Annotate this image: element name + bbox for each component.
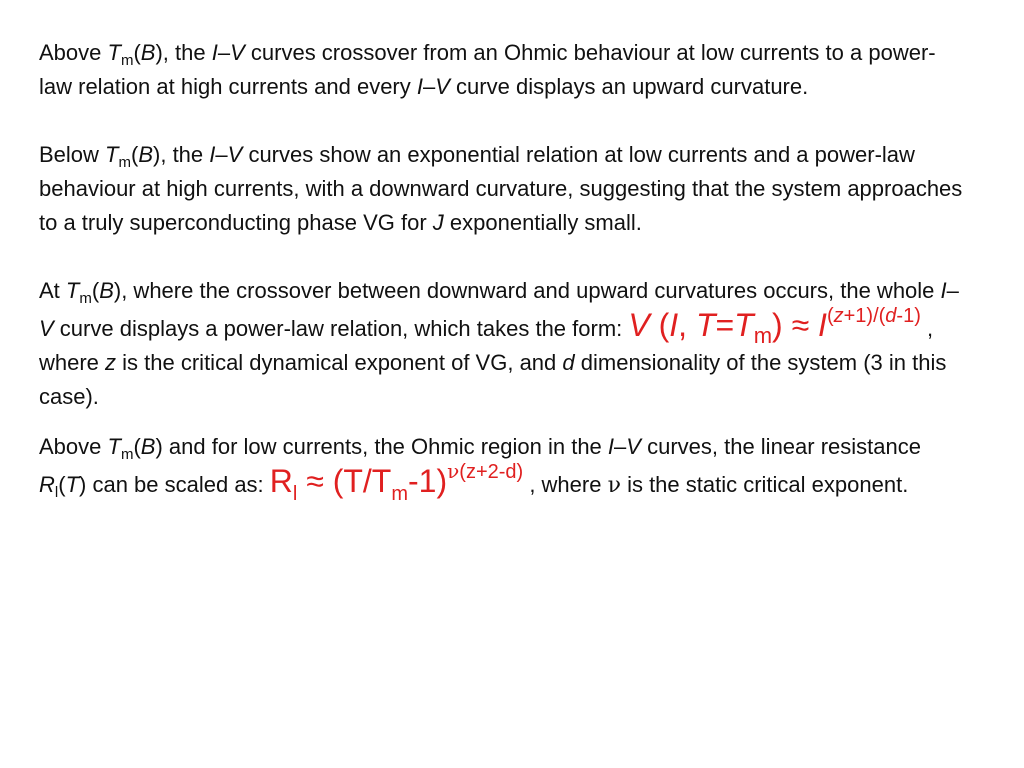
text: ( — [58, 472, 66, 497]
exp-nu: ν — [447, 459, 460, 483]
eq-i: I — [818, 307, 827, 343]
symbol-d: d — [562, 350, 575, 375]
text: ) and for low currents, the Ohmic region in the — [155, 434, 608, 459]
dash: – — [946, 278, 959, 303]
symbol-j: J — [432, 210, 444, 235]
text: , where — [39, 316, 934, 375]
eq-exponent — [447, 461, 523, 483]
subscript-l: l — [54, 484, 59, 501]
spacer — [39, 240, 964, 274]
symbol-r: R — [39, 472, 55, 497]
eq-text: ) ≈ — [772, 307, 819, 343]
text: ( — [133, 40, 141, 65]
symbol-t: T — [107, 434, 121, 459]
eq-i: I — [669, 307, 679, 343]
eq-subscript-l: l — [292, 483, 298, 505]
symbol-i: I — [211, 40, 218, 65]
symbol-t: T — [107, 40, 121, 65]
text: exponentially small. — [443, 210, 642, 235]
exp-text: (z+2-d) — [459, 461, 524, 483]
symbol-v: V — [227, 142, 243, 167]
exp-text: +1)/( — [843, 305, 886, 327]
symbol-t: T — [65, 472, 80, 497]
paragraph-below-tm — [39, 138, 964, 240]
subscript-m: m — [120, 52, 134, 69]
dash: – — [215, 142, 228, 167]
eq-r: R — [269, 463, 293, 499]
symbol-b: B — [99, 278, 114, 303]
exp-text: ( — [826, 305, 834, 327]
text: is the static critical exponent. — [620, 472, 909, 497]
exp-z: z — [833, 305, 844, 327]
symbol-nu: ν — [607, 473, 621, 498]
text: is the critical dynamical exponent of VG, and — [116, 350, 563, 375]
eq-text: , — [678, 307, 696, 343]
text: ( — [131, 142, 139, 167]
text: curves crossover from an Ohmic behaviour at low currents to a power-law relation at high currents and every — [39, 40, 936, 99]
text: ), the — [155, 40, 212, 65]
text: curve displays an upward curvature. — [449, 74, 809, 99]
text: dimensionality of the system (3 in this case). — [39, 350, 947, 409]
symbol-b: B — [138, 142, 154, 167]
power-law-equation — [628, 305, 921, 348]
dash: – — [614, 434, 627, 459]
text: ( — [133, 434, 141, 459]
eq-text: -1) — [408, 463, 448, 499]
eq-text: = — [715, 307, 735, 343]
subscript-m: m — [120, 446, 134, 463]
symbol-i: I — [416, 74, 423, 99]
eq-text: ≈ (T/T — [297, 463, 392, 499]
symbol-v: V — [230, 40, 245, 65]
text: ( — [91, 278, 100, 303]
spacer — [39, 104, 964, 138]
symbol-z: z — [105, 350, 117, 375]
text: ), the — [153, 142, 210, 167]
eq-exponent — [827, 305, 921, 327]
text: ) can be scaled as: — [79, 472, 270, 497]
exp-d: d — [885, 305, 897, 327]
paragraph-above-tm — [39, 36, 964, 104]
eq-t: T — [695, 307, 716, 343]
subscript-m: m — [79, 290, 92, 307]
text: , where — [523, 472, 608, 497]
text: At — [39, 278, 66, 303]
text: Above — [39, 434, 108, 459]
text: curves show an exponential relation at low currents and a power-law behaviour at high currents, with a downward curvature, suggesting that the system approaches to a truly superconducting phase VG for — [39, 142, 963, 235]
dash: – — [423, 74, 436, 99]
symbol-t: T — [105, 142, 119, 167]
eq-subscript-m: m — [753, 323, 773, 348]
spacer — [39, 414, 964, 430]
paragraph-ohmic-region — [39, 430, 964, 503]
text: curves, the linear resistance — [640, 434, 921, 459]
eq-t: T — [734, 307, 754, 343]
symbol-b: B — [140, 40, 156, 65]
dash: – — [217, 40, 231, 65]
symbol-v: V — [435, 74, 450, 99]
text: Below — [39, 142, 106, 167]
resistance-scaling-equation — [269, 459, 524, 505]
symbol-i: I — [940, 278, 947, 303]
text: curve displays a power-law relation, which takes the form: — [53, 316, 629, 341]
text: ), where the crossover between downward and upward curvatures occurs, the whole — [113, 278, 941, 303]
eq-v: V — [628, 307, 650, 343]
symbol-b: B — [140, 434, 156, 459]
symbol-i: I — [209, 142, 216, 167]
subscript-m: m — [118, 154, 131, 171]
symbol-v: V — [626, 434, 641, 459]
symbol-i: I — [607, 434, 615, 459]
symbol-t: T — [65, 278, 80, 303]
exp-text: -1) — [896, 305, 921, 327]
paragraph-at-tm — [39, 274, 964, 414]
eq-text: ( — [649, 307, 670, 343]
text: Above — [39, 40, 108, 65]
symbol-v: V — [39, 316, 54, 341]
eq-subscript-m: m — [391, 483, 409, 505]
